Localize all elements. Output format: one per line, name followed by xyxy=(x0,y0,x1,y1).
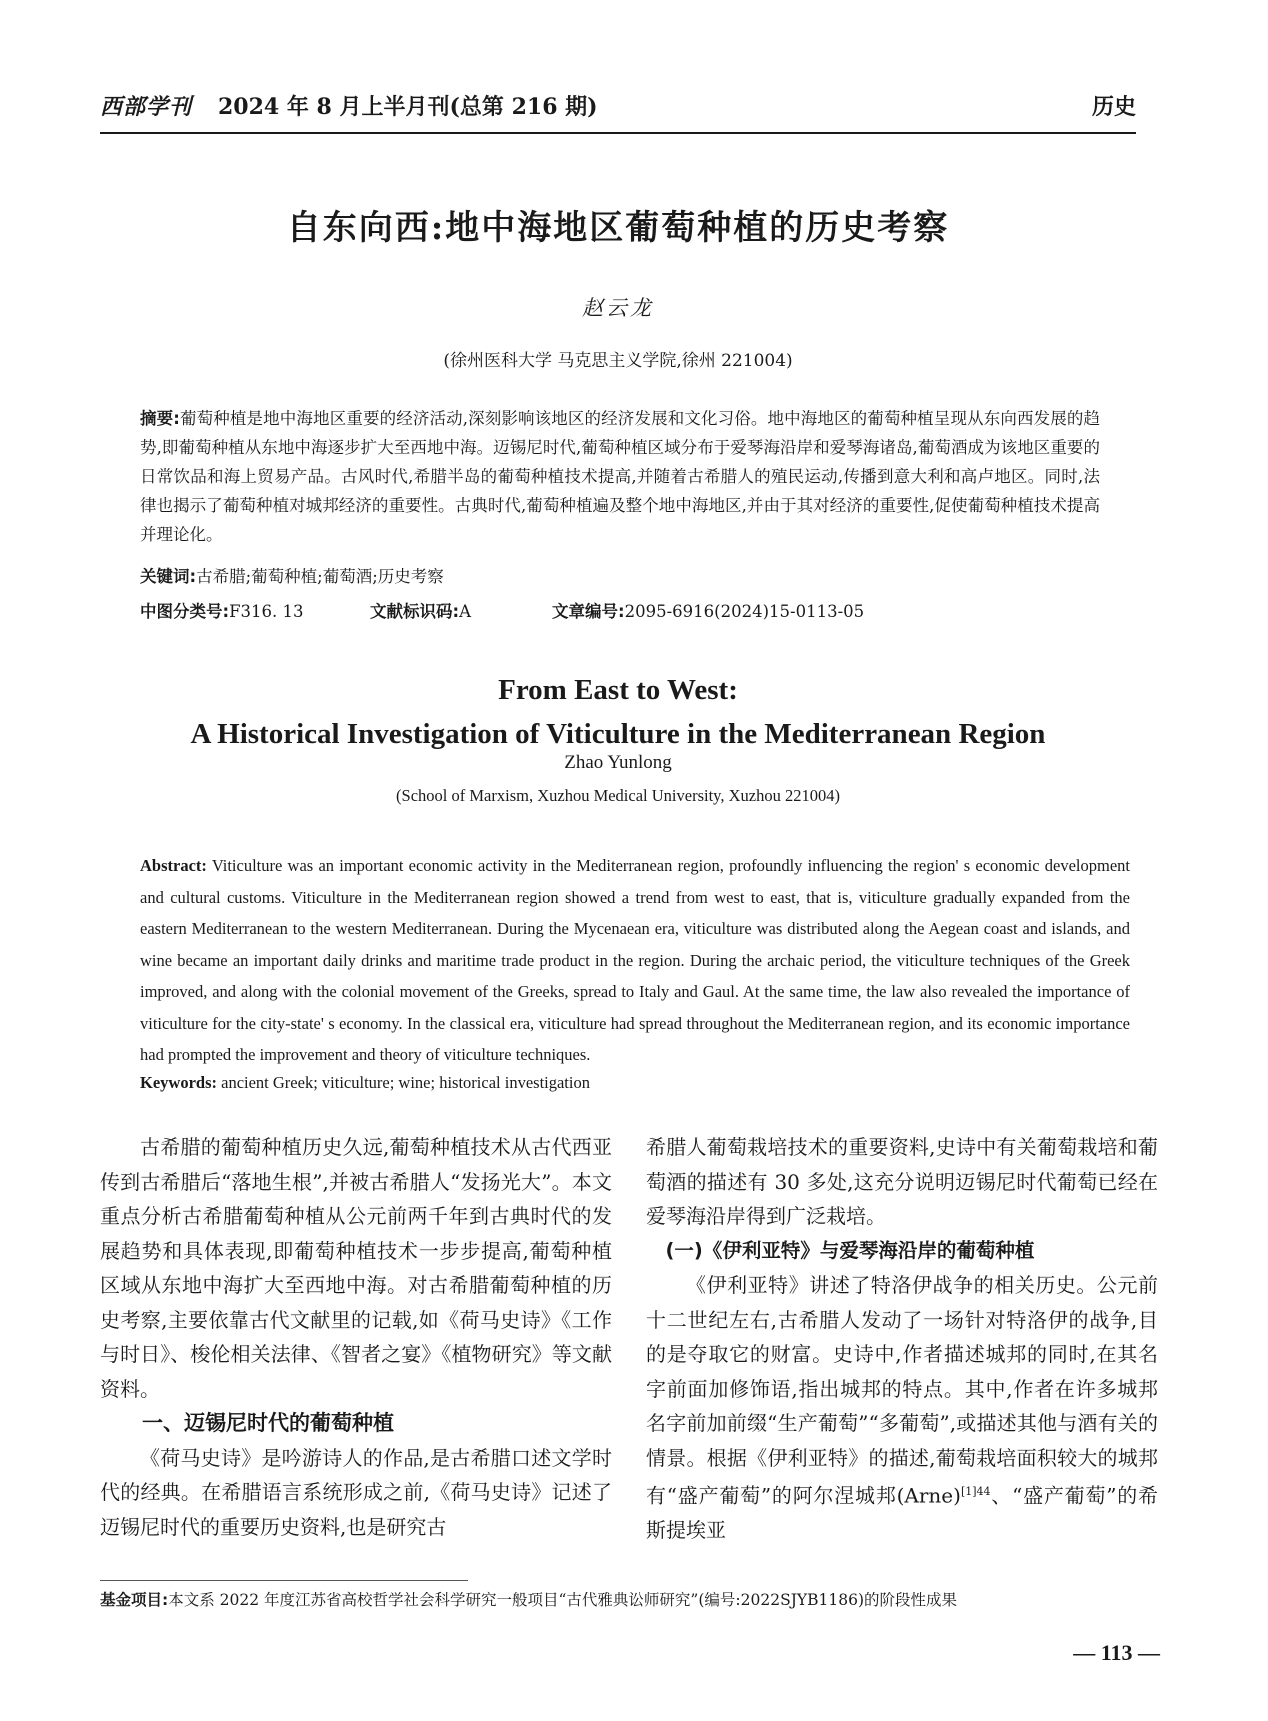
art-value: 2095-6916(2024)15-0113-05 xyxy=(624,602,865,621)
running-header xyxy=(100,88,1136,128)
article-number xyxy=(552,598,864,622)
abstract-en-text: Viticulture was an important economic activity in the Mediterranean region, profoundly influencing the region' s economic development and cultural customs. Viticulture in the Mediterranean region showed a trend from west to east, that is, viticulture gradually expanded from the eastern Mediterranean to the western Mediterranean. During the Mycenaean era, viticulture was distributed along the Aegean coast and islands, and wine became an important daily drinks and maritime trade product in the region. During the archaic period, the viticulture techniques of the Greek improved, and along with the colonial movement of the Greeks, spread to Italy and Gaul. At the same time, the law also revealed the importance of viticulture for the city-state' s economy. In the classical era, viticulture had spread throughout the Mediterranean region, and its economic importance had prompted the improvement and theory of viticulture techniques. xyxy=(140,856,1130,1064)
keywords-cn xyxy=(140,563,1100,587)
abstract-cn-text: 葡萄种植是地中海地区重要的经济活动,深刻影响该地区的经济发展和文化习俗。地中海地区的葡萄种植呈现从东向西发展的趋势,即葡萄种植从东地中海逐步扩大至西地中海。迈锡尼时代,葡萄种植区域分布于爱琴海沿岸和爱琴海诸岛,葡萄酒成为该地区重要的日常饮品和海上贸易产品。古风时代,希腊半岛的葡萄种植技术提高,并随着古希腊人的殖民运动,传播到意大利和高卢地区。同时,法律也揭示了葡萄种植对城邦经济的重要性。古典时代,葡萄种植遍及整个地中海地区,并由于其对经济的重要性,促使葡萄种植技术提高并理论化。 xyxy=(140,409,1100,544)
keywords-en-text: ancient Greek; viticulture; wine; historical investigation xyxy=(217,1073,590,1092)
body-paragraph: 古希腊的葡萄种植历史久远,葡萄种植技术从古代西亚传到古希腊后“落地生根”,并被古希腊人“发扬光大”。本文重点分析古希腊葡萄种植从公元前两千年到古典时代的发展趋势和具体表现,即葡萄种植技术一步步提高,葡萄种植区域从东地中海扩大至西地中海。对古希腊葡萄种植的历史考察,主要依靠古代文献里的记载,如《荷马史诗》《工作与时日》、梭伦相关法律、《智者之宴》《植物研究》等文献资料。 xyxy=(100,1135,612,1401)
title-en-line2: A Historical Investigation of Viticulture in the Mediterranean Region xyxy=(190,718,1046,750)
paragraph-text-cont: 、“盛产葡萄”的希斯提埃亚 xyxy=(646,1483,1159,1543)
clc-number xyxy=(140,598,304,622)
keywords-cn-label: 关键词: xyxy=(140,567,197,586)
doc-value: A xyxy=(459,602,472,621)
header-rule xyxy=(100,132,1136,134)
section-heading: 一、迈锡尼时代的葡萄种植 xyxy=(142,1411,394,1435)
title-en-line1: From East to West: xyxy=(498,674,738,706)
keywords-en xyxy=(140,1073,1130,1093)
doc-code xyxy=(370,598,471,622)
page-number: — 113 — xyxy=(1073,1640,1160,1665)
section-name: 历史 xyxy=(1091,94,1136,120)
title-en xyxy=(100,668,1136,756)
doc-label: 文献标识码: xyxy=(370,602,460,621)
keywords-cn-text: 古希腊;葡萄种植;葡萄酒;历史考察 xyxy=(196,567,444,586)
abstract-cn xyxy=(140,404,1100,549)
funding-text: 本文系 2022 年度江苏省高校哲学社会科学研究一般项目“古代雅典讼师研究”(编号:2022SJYB1186)的阶段性成果 xyxy=(168,1591,958,1609)
abstract-en xyxy=(140,850,1130,1071)
clc-value: F316. 13 xyxy=(229,602,304,621)
journal-name: 西部学刊 xyxy=(100,94,193,120)
funding-label: 基金项目: xyxy=(100,1591,169,1609)
author-cn: 赵云龙 xyxy=(582,296,654,320)
abstract-en-label: Abstract: xyxy=(140,856,207,875)
body-paragraph: 《荷马史诗》是吟游诗人的作品,是古希腊口述文学时代的经典。在希腊语言系统形成之前,《荷马史诗》记述了迈锡尼时代的重要历史资料,也是研究古 xyxy=(100,1445,612,1539)
body-paragraph: 希腊人葡萄栽培技术的重要资料,史诗中有关葡萄栽培和葡萄酒的描述有 30 多处,这充分说明迈锡尼时代葡萄已经在爱琴海沿岸得到广泛栽培。 xyxy=(646,1135,1158,1228)
footnote-rule xyxy=(100,1580,468,1581)
citation: [1]44 xyxy=(960,1485,991,1498)
issue-info: 2024 年 8 月上半月刊(总第 216 期) xyxy=(218,94,598,120)
clc-label: 中图分类号: xyxy=(140,602,230,621)
subsection-heading: (一)《伊利亚特》与爱琴海沿岸的葡萄种植 xyxy=(665,1238,1035,1262)
paragraph-text: 《伊利亚特》讲述了特洛伊战争的相关历史。公元前十二世纪左右,古希腊人发动了一场针对特洛伊的战争,目的是夺取它的财富。史诗中,作者描述城邦的同时,在其名字前面加修饰语,指出城邦的特点。其中,作者在许多城邦名字前加前缀“生产葡萄”“多葡萄”,或描述其他与酒有关的情景。根据《伊利亚特》的描述,葡萄栽培面积较大的城邦有“盛产葡萄”的阿尔涅城邦(Arne) xyxy=(646,1273,1158,1508)
art-label: 文章编号: xyxy=(552,602,625,621)
affiliation-en: (School of Marxism, Xuzhou Medical University, Xuzhou 221004) xyxy=(396,786,840,805)
affiliation-cn: (徐州医科大学 马克思主义学院,徐州 221004) xyxy=(443,351,793,371)
title-cn: 自东向西:地中海地区葡萄种植的历史考察 xyxy=(286,208,950,248)
funding-note xyxy=(100,1588,1200,1610)
body-paragraph xyxy=(646,1268,1158,1548)
author-en: Zhao Yunlong xyxy=(564,752,672,773)
keywords-en-label: Keywords: xyxy=(140,1073,217,1092)
abstract-cn-label: 摘要: xyxy=(140,409,180,428)
body-left-column xyxy=(100,1130,612,1544)
body-right-column xyxy=(646,1130,1158,1548)
